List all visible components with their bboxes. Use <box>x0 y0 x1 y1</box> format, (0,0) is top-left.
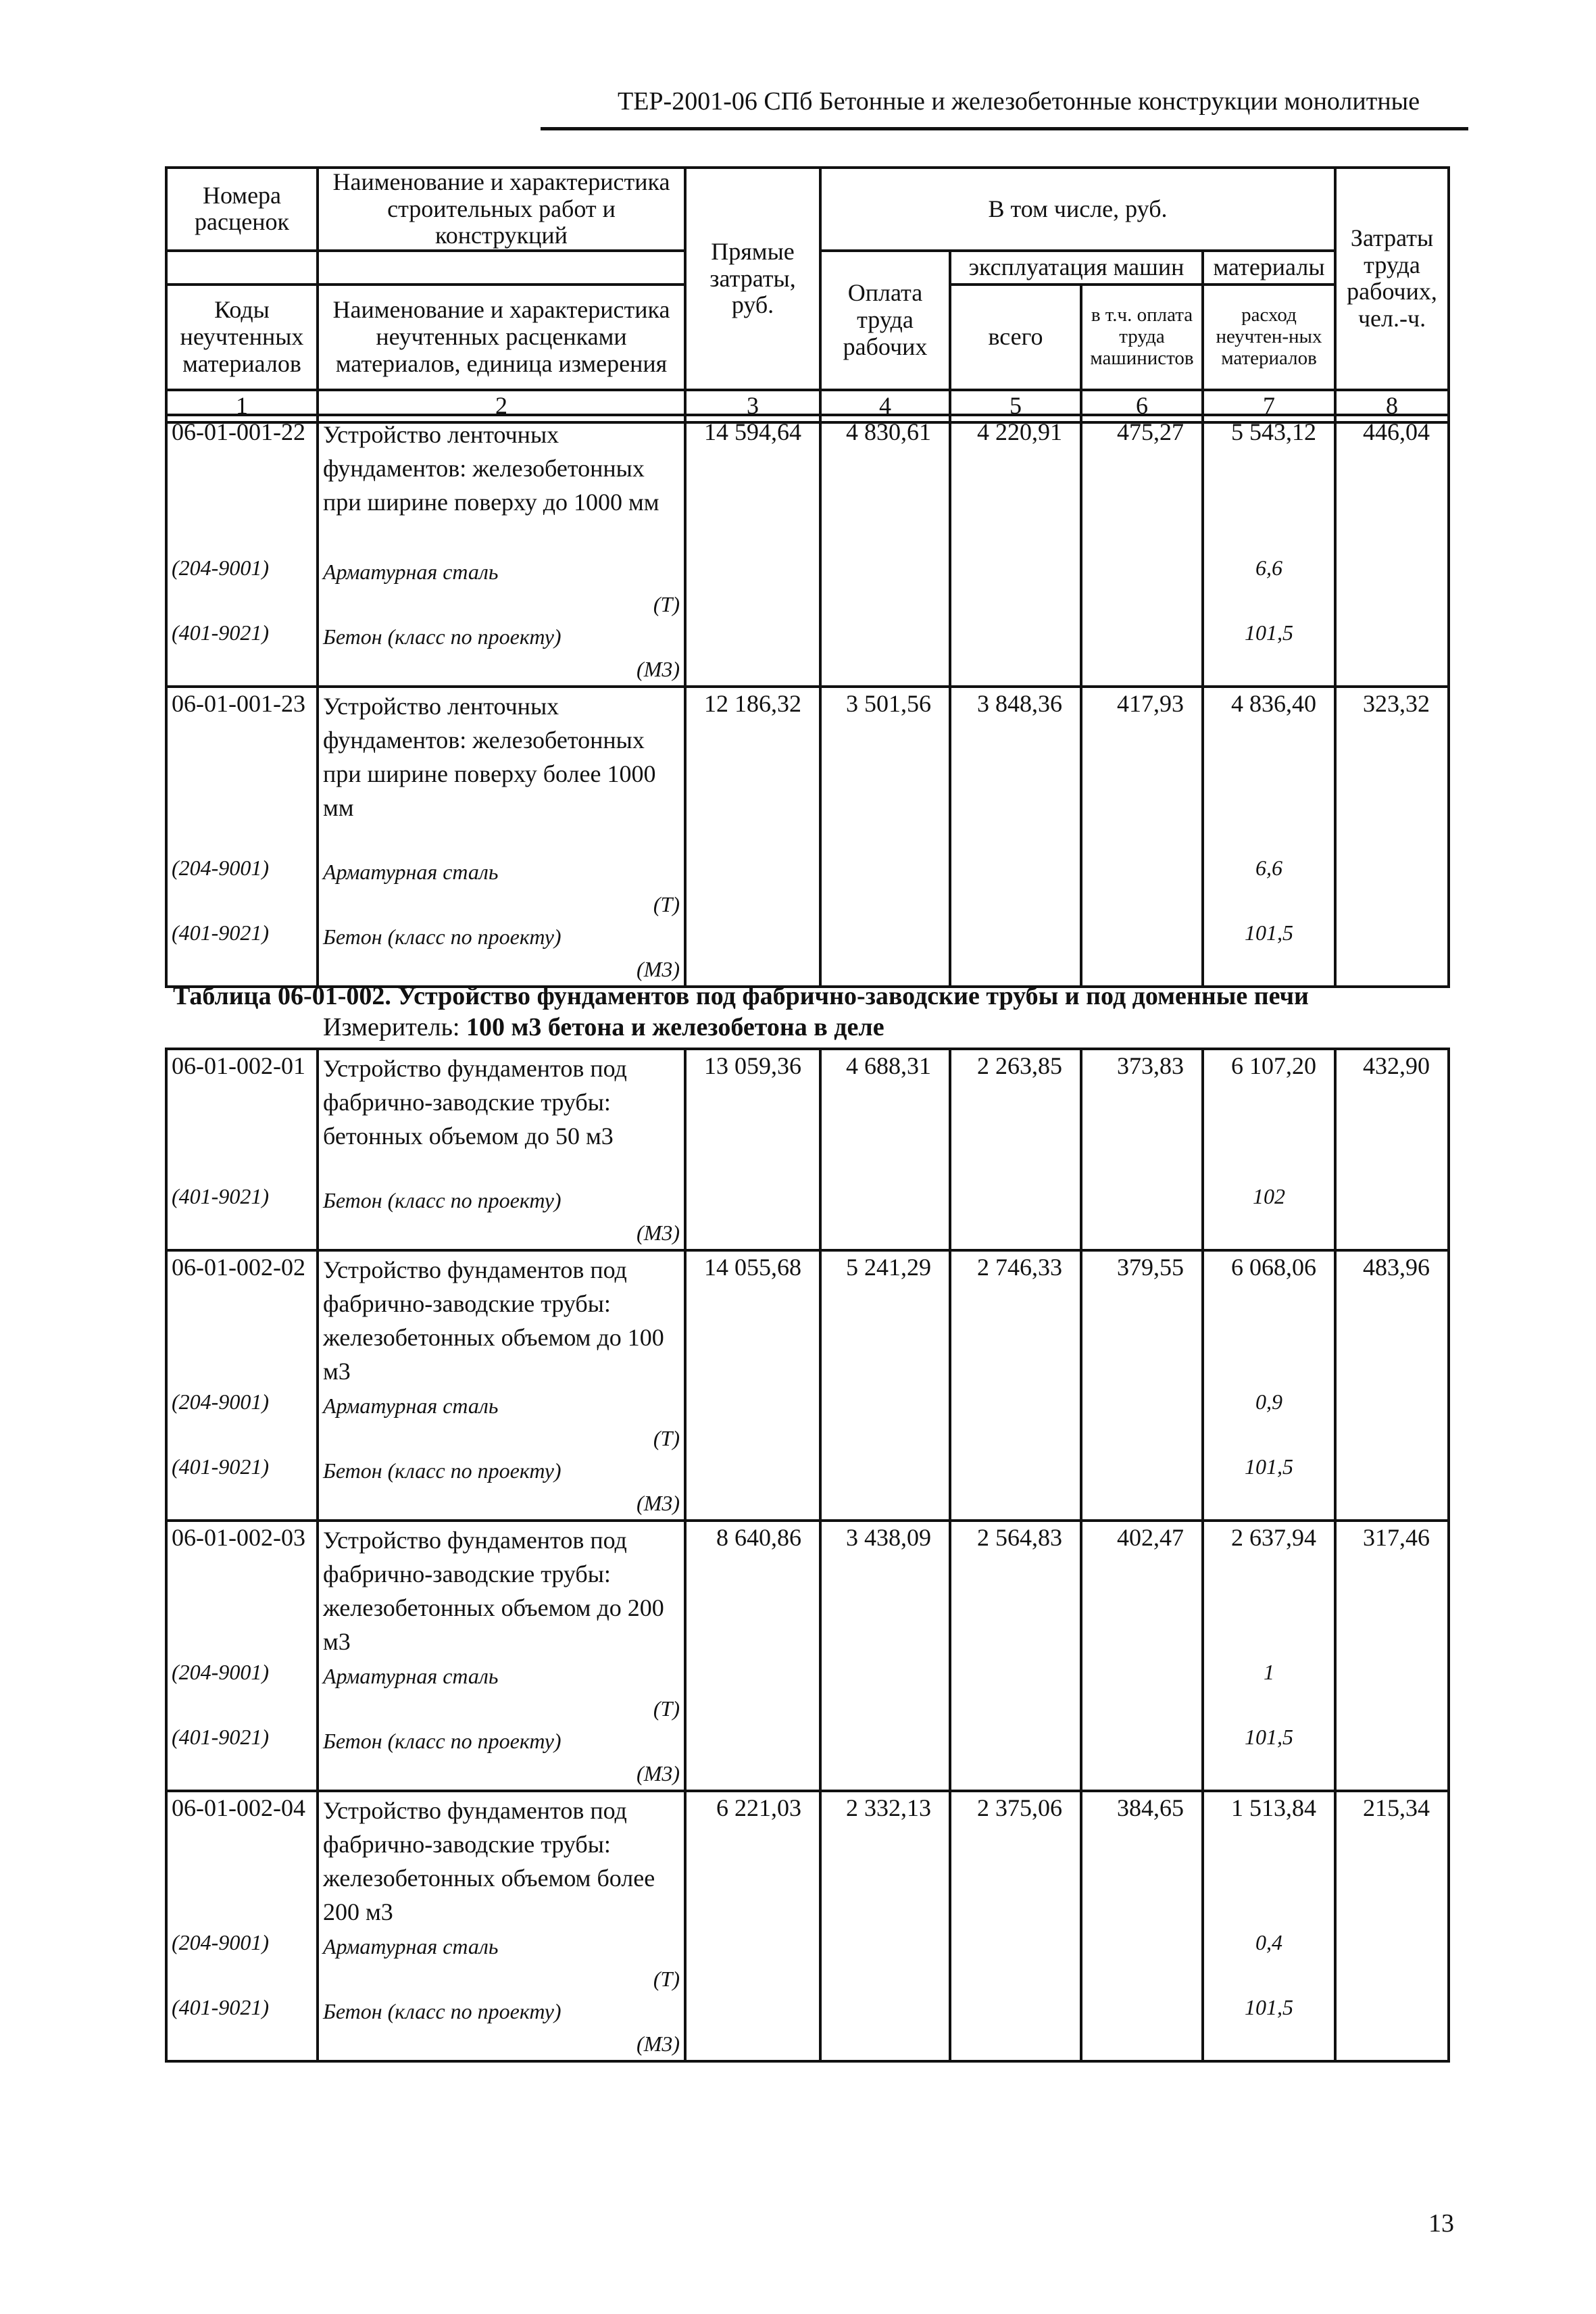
machine-cost: 2 375,06 <box>950 1791 1081 1930</box>
material-unit: (Т) <box>653 592 680 616</box>
rate-name: Устройство ленточных фундаментов: железобетонных при ширине поверху до 1000 мм <box>318 415 685 556</box>
material-label: Бетон (класс по проекту) <box>323 925 562 949</box>
direct-cost: 8 640,86 <box>685 1521 820 1660</box>
labor-cost: 3 501,56 <box>820 687 950 856</box>
material-row <box>166 856 1449 920</box>
labor-cost: 4 688,31 <box>820 1049 950 1184</box>
material-unit: (Т) <box>653 1426 680 1450</box>
material-name <box>318 620 685 687</box>
material-code: (401-9021) <box>166 1725 318 1791</box>
material-name <box>318 1660 685 1725</box>
rate-code: 06-01-001-22 <box>166 415 318 556</box>
material-name <box>318 1725 685 1791</box>
material-unit: (М3) <box>637 957 680 981</box>
materials-cost: 6 068,06 <box>1203 1250 1335 1389</box>
material-name <box>318 1930 685 1995</box>
machine-cost: 2 746,33 <box>950 1250 1081 1389</box>
document-header: ТЕР-2001-06 СПб Бетонные и железобетонные конструкции монолитные <box>618 87 1420 116</box>
col-number: 6 <box>1081 390 1203 422</box>
material-label: Бетон (класс по проекту) <box>323 1999 562 2023</box>
rate-row <box>166 1791 1449 1930</box>
rates-table-06-01-001 <box>165 414 1450 988</box>
labor-cost: 5 241,29 <box>820 1250 950 1389</box>
material-quantity: 101,5 <box>1203 920 1335 987</box>
material-code: (204-9001) <box>166 1660 318 1725</box>
col2-header-top: Наименование и характеристика строительных работ и конструкций <box>318 168 685 251</box>
material-quantity: 101,5 <box>1203 1995 1335 2061</box>
material-quantity: 0,4 <box>1203 1930 1335 1995</box>
direct-cost: 12 186,32 <box>685 687 820 856</box>
page-number: 13 <box>1428 2209 1454 2238</box>
col1-header-top-cont <box>166 251 318 285</box>
machinist-labor: 384,65 <box>1081 1791 1203 1930</box>
direct-cost: 13 059,36 <box>685 1049 820 1184</box>
rate-row <box>166 415 1449 556</box>
labor-hours: 317,46 <box>1335 1521 1449 1660</box>
machinist-labor: 379,55 <box>1081 1250 1203 1389</box>
machines-header: эксплуатация машин <box>950 251 1203 285</box>
rate-code: 06-01-001-23 <box>166 687 318 856</box>
material-name <box>318 1184 685 1250</box>
material-code: (401-9021) <box>166 620 318 687</box>
material-code: (401-9021) <box>166 920 318 987</box>
col-number: 8 <box>1335 390 1449 422</box>
direct-cost: 14 055,68 <box>685 1250 820 1389</box>
material-row <box>166 1389 1449 1454</box>
labor-cost: 3 438,09 <box>820 1521 950 1660</box>
rate-name: Устройство фундаментов под фабрично-заводские трубы: железобетонных объемом до 100 м3 <box>318 1250 685 1389</box>
col1-header-top: Номера расценок <box>166 168 318 251</box>
machine-cost: 4 220,91 <box>950 415 1081 556</box>
machine-cost: 2 564,83 <box>950 1521 1081 1660</box>
column-header-table <box>165 166 1450 424</box>
col-number: 5 <box>950 390 1081 422</box>
col-number: 2 <box>318 390 685 422</box>
material-name <box>318 856 685 920</box>
material-quantity: 101,5 <box>1203 1725 1335 1791</box>
rate-code: 06-01-002-02 <box>166 1250 318 1389</box>
material-code: (401-9021) <box>166 1995 318 2061</box>
col5-header: всего <box>950 285 1081 390</box>
rate-code: 06-01-002-04 <box>166 1791 318 1930</box>
col2-header-top-cont <box>318 251 685 285</box>
material-unit: (Т) <box>653 1967 680 1991</box>
col1-header-bottom: Коды неучтенных материалов <box>166 285 318 390</box>
material-row <box>166 1454 1449 1521</box>
direct-cost: 6 221,03 <box>685 1791 820 1930</box>
material-label: Бетон (класс по проекту) <box>323 1458 562 1483</box>
material-quantity: 101,5 <box>1203 620 1335 687</box>
included-header: В том числе, руб. <box>820 168 1335 251</box>
measure-value: 100 м3 бетона и железобетона в деле <box>466 1013 884 1041</box>
material-label: Арматурная сталь <box>323 860 499 884</box>
table2-measure <box>323 1012 884 1042</box>
material-row <box>166 920 1449 987</box>
col-number: 7 <box>1203 390 1335 422</box>
material-code: (204-9001) <box>166 856 318 920</box>
col7-header: расход неучтен-ных материалов <box>1203 285 1335 390</box>
material-row <box>166 1184 1449 1250</box>
machine-cost: 3 848,36 <box>950 687 1081 856</box>
material-row <box>166 1660 1449 1725</box>
materials-cost: 4 836,40 <box>1203 687 1335 856</box>
material-code: (204-9001) <box>166 1930 318 1995</box>
table2-title: Таблица 06-01-002. Устройство фундаментов под фабрично-заводские трубы и под доменные печи <box>173 982 1309 1010</box>
material-quantity: 6,6 <box>1203 856 1335 920</box>
labor-hours: 483,96 <box>1335 1250 1449 1389</box>
material-code: (204-9001) <box>166 1389 318 1454</box>
materials-cost: 6 107,20 <box>1203 1049 1335 1184</box>
materials-cost: 2 637,94 <box>1203 1521 1335 1660</box>
material-label: Арматурная сталь <box>323 1664 499 1688</box>
material-row <box>166 1995 1449 2061</box>
material-unit: (М3) <box>637 2032 680 2056</box>
material-label: Бетон (класс по проекту) <box>323 1729 562 1753</box>
machinist-labor: 417,93 <box>1081 687 1203 856</box>
materials-header: материалы <box>1203 251 1335 285</box>
material-row <box>166 556 1449 620</box>
machinist-labor: 373,83 <box>1081 1049 1203 1184</box>
material-unit: (М3) <box>637 1221 680 1245</box>
material-label: Арматурная сталь <box>323 560 499 584</box>
machinist-labor: 475,27 <box>1081 415 1203 556</box>
material-name <box>318 556 685 620</box>
material-unit: (М3) <box>637 1761 680 1786</box>
material-code: (204-9001) <box>166 556 318 620</box>
machinist-labor: 402,47 <box>1081 1521 1203 1660</box>
materials-cost: 5 543,12 <box>1203 415 1335 556</box>
material-quantity: 6,6 <box>1203 556 1335 620</box>
rate-row <box>166 1521 1449 1660</box>
material-quantity: 1 <box>1203 1660 1335 1725</box>
header-rule <box>541 127 1468 130</box>
col3-header: Прямые затраты, руб. <box>685 168 820 390</box>
col8-header: Затраты труда рабочих, чел.-ч. <box>1335 168 1449 390</box>
material-label: Бетон (класс по проекту) <box>323 624 562 649</box>
col2-header-bottom: Наименование и характеристика неучтенных расценками материалов, единица измерения <box>318 285 685 390</box>
material-name <box>318 920 685 987</box>
rate-code: 06-01-002-01 <box>166 1049 318 1184</box>
material-row <box>166 1930 1449 1995</box>
labor-hours: 446,04 <box>1335 415 1449 556</box>
col-number: 4 <box>820 390 950 422</box>
material-quantity: 0,9 <box>1203 1389 1335 1454</box>
rate-name: Устройство фундаментов под фабрично-заводские трубы: бетонных объемом до 50 м3 <box>318 1049 685 1184</box>
rate-row <box>166 1049 1449 1184</box>
rate-row <box>166 687 1449 856</box>
rate-code: 06-01-002-03 <box>166 1521 318 1660</box>
labor-cost: 2 332,13 <box>820 1791 950 1930</box>
rate-name: Устройство фундаментов под фабрично-заводские трубы: железобетонных объемом более 200 м3 <box>318 1791 685 1930</box>
rate-name: Устройство ленточных фундаментов: железобетонных при ширине поверху более 1000 мм <box>318 687 685 856</box>
material-row <box>166 620 1449 687</box>
labor-hours: 323,32 <box>1335 687 1449 856</box>
machine-cost: 2 263,85 <box>950 1049 1081 1184</box>
direct-cost: 14 594,64 <box>685 415 820 556</box>
material-label: Бетон (класс по проекту) <box>323 1188 562 1212</box>
material-quantity: 101,5 <box>1203 1454 1335 1521</box>
labor-hours: 432,90 <box>1335 1049 1449 1184</box>
col6-header: в т.ч. оплата труда машинистов <box>1081 285 1203 390</box>
material-unit: (М3) <box>637 1491 680 1515</box>
rate-name: Устройство фундаментов под фабрично-заводские трубы: железобетонных объемом до 200 м3 <box>318 1521 685 1660</box>
material-label: Арматурная сталь <box>323 1934 499 1959</box>
material-unit: (Т) <box>653 892 680 916</box>
material-unit: (М3) <box>637 657 680 681</box>
col-number: 1 <box>166 390 318 422</box>
material-name <box>318 1454 685 1521</box>
material-label: Арматурная сталь <box>323 1394 499 1418</box>
material-name <box>318 1389 685 1454</box>
material-code: (401-9021) <box>166 1454 318 1521</box>
material-code: (401-9021) <box>166 1184 318 1250</box>
measure-label: Измеритель: <box>323 1013 460 1041</box>
material-unit: (Т) <box>653 1696 680 1721</box>
material-row <box>166 1725 1449 1791</box>
materials-cost: 1 513,84 <box>1203 1791 1335 1930</box>
material-quantity: 102 <box>1203 1184 1335 1250</box>
rates-table-06-01-002 <box>165 1048 1450 2063</box>
rate-row <box>166 1250 1449 1389</box>
col4-header: Оплата труда рабочих <box>820 251 950 390</box>
labor-hours: 215,34 <box>1335 1791 1449 1930</box>
col-number: 3 <box>685 390 820 422</box>
labor-cost: 4 830,61 <box>820 415 950 556</box>
material-name <box>318 1995 685 2061</box>
